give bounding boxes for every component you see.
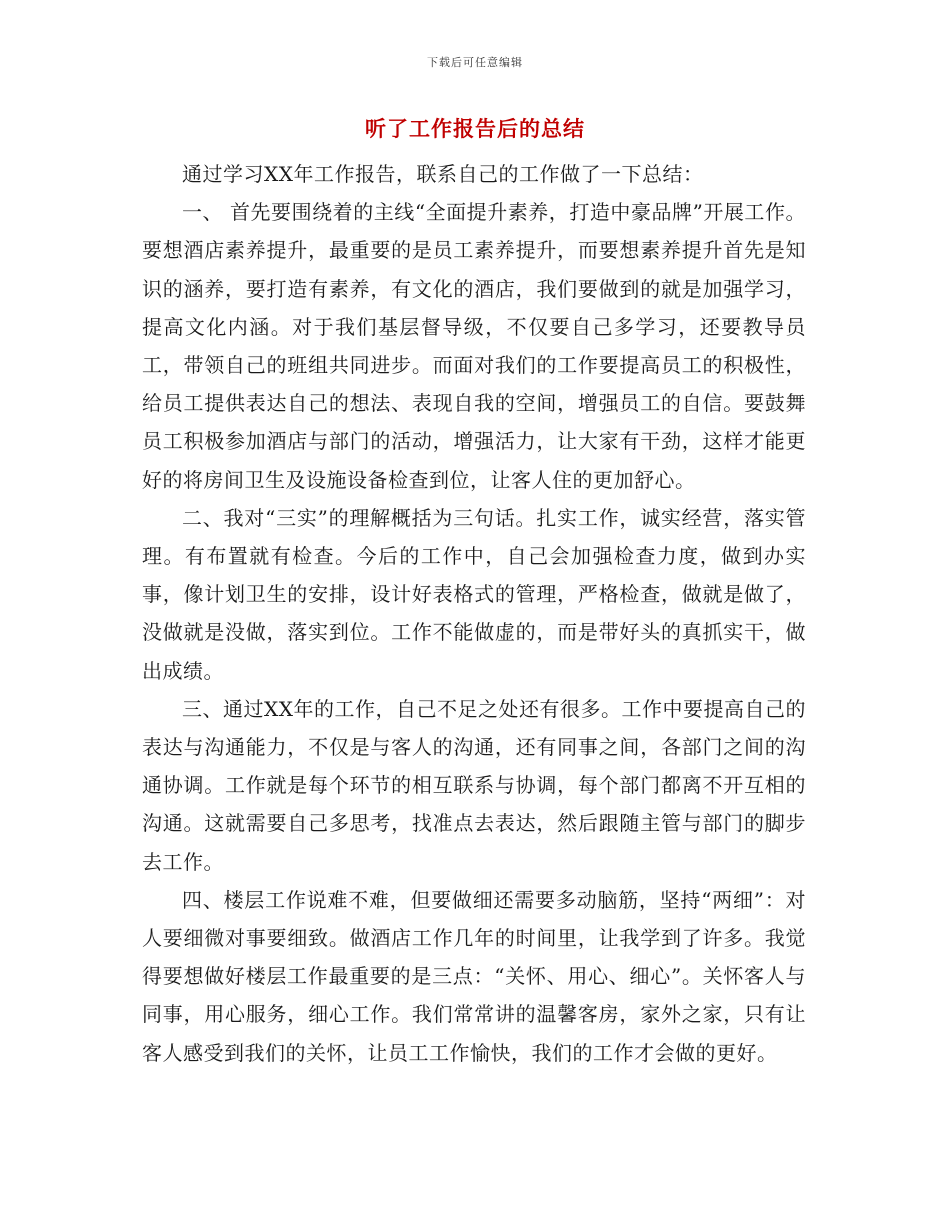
paragraph-point-1: 一、 首先要围绕着的主线“全面提升素养，打造中豪品牌”开展工作。要想酒店素养提升，最重要的是员工素养提升，而要想素养提升首先是知识的涵养，要打造有素养，有文化的酒店，我们要做到的就是加强学习，提高文化内涵。对于我们基层督导级，不仅要自己多学习，还要教导员工，带领自己的班组共同进步。而面对我们的工作要提高员工的积极性，给员工提供表达自己的想法、表现自我的空间，增强员工的自信。要鼓舞员工积极参加酒店与部门的活动，增强活力，让大家有干劲，这样才能更好的将房间卫生及设施设备检查到位，让客人住的更加舒心。	[142, 200, 806, 492]
paragraph-intro: 通过学习XX年工作报告，联系自己的工作做了一下总结：	[182, 162, 704, 186]
document-title: 听了工作报告后的总结	[365, 116, 585, 141]
paragraph-point-3: 三、通过XX年的工作，自己不足之处还有很多。工作中要提高自己的表达与沟通能力，不仅是与客人的沟通，还有同事之间，各部门之间的沟通协调。工作就是每个环节的相互联系与协调，每个部门都离不开互相的沟通。这就需要自己多思考，找准点去表达，然后跟随主管与部门的脚步去工作。	[142, 696, 806, 874]
document-body	[142, 155, 806, 1072]
header-note: 下载后可任意编辑	[427, 56, 523, 69]
paragraph-point-4: 四、楼层工作说难不难，但要做细还需要多动脑筋，坚持“两细”：对人要细微对事要细致。做酒店工作几年的时间里，让我学到了许多。我觉得要想做好楼层工作最重要的是三点：“关怀、用心、细心”。关怀客人与同事，用心服务，细心工作。我们常常讲的温馨客房，家外之家，只有让客人感受到我们的关怀，让员工工作愉快，我们的工作才会做的更好。	[142, 887, 806, 1065]
paragraph-point-2: 二、我对“三实”的理解概括为三句话。扎实工作，诚实经营，落实管理。有布置就有检查。今后的工作中，自己会加强检查力度，做到办实事，像计划卫生的安排，设计好表格式的管理，严格检查，做就是做了，没做就是没做，落实到位。工作不能做虚的，而是带好头的真抓实干，做出成绩。	[142, 505, 806, 683]
